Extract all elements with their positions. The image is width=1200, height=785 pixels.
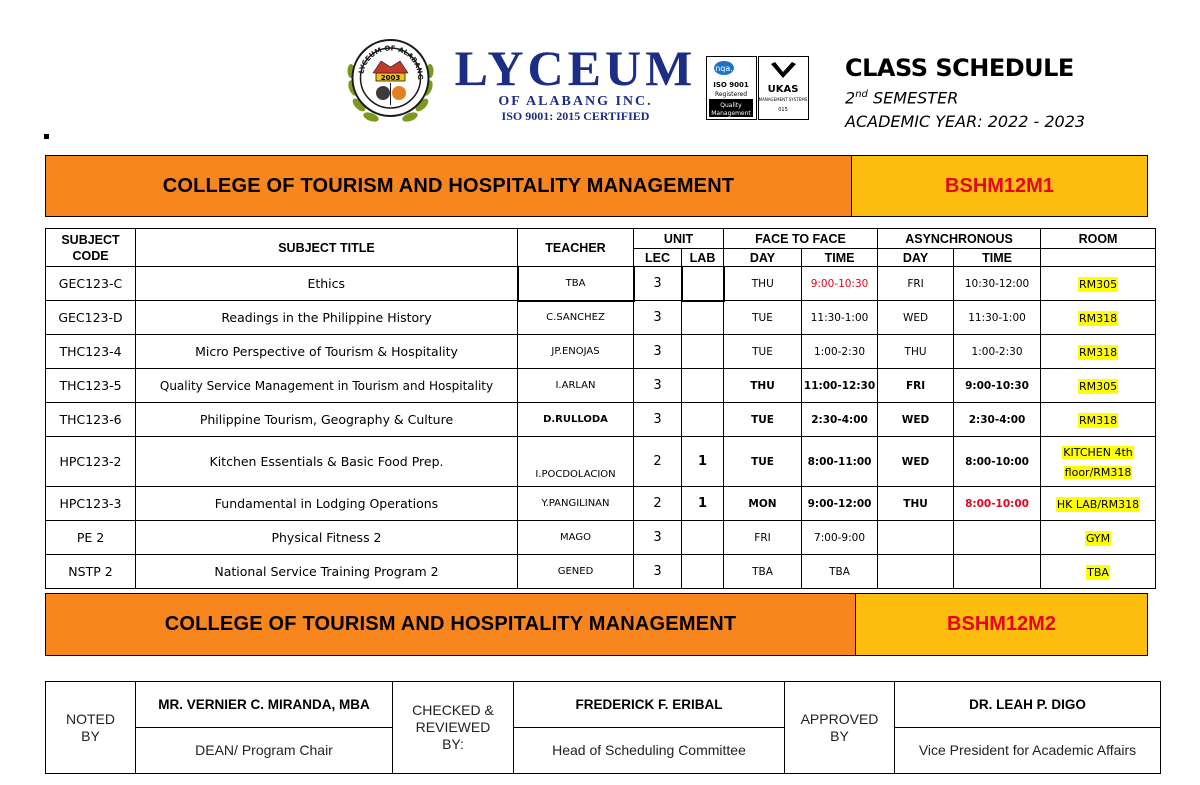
header-async-day: DAY (878, 249, 954, 267)
noted-by-name: MR. VERNIER C. MIRANDA, MBA (136, 682, 393, 728)
subject-title: Readings in the Philippine History (136, 301, 518, 335)
f2f-day: MON (724, 487, 802, 521)
f2f-day: TUE (724, 301, 802, 335)
room: TBA (1087, 565, 1109, 579)
teacher-name: MAGO (518, 521, 634, 555)
approved-by-title: Vice President for Academic Affairs (895, 728, 1161, 774)
room: RM305 (1078, 379, 1118, 393)
subject-code: GEC123-D (46, 301, 136, 335)
subject-code: THC123-6 (46, 403, 136, 437)
f2f-day: THU (724, 369, 802, 403)
noted-by-label: NOTED BY (46, 682, 136, 774)
room-cell (1041, 487, 1156, 521)
svg-text:ISO 9001: ISO 9001 (713, 81, 749, 89)
room-line-2: floor/RM318 (1064, 465, 1132, 479)
table-row (46, 403, 1156, 437)
async-day: FRI (878, 267, 954, 301)
table-row (46, 301, 1156, 335)
async-time: 10:30-12:00 (954, 267, 1041, 301)
async-time: 11:30-1:00 (954, 301, 1041, 335)
room-cell (1041, 403, 1156, 437)
f2f-day: TUE (724, 437, 802, 487)
lab-units (682, 301, 724, 335)
room-cell (1041, 301, 1156, 335)
approved-by-name: DR. LEAH P. DIGO (895, 682, 1161, 728)
subject-code: PE 2 (46, 521, 136, 555)
async-day: WED (878, 301, 954, 335)
room-cell (1041, 267, 1156, 301)
table-row (46, 335, 1156, 369)
room-cell (1041, 555, 1156, 589)
f2f-time: 9:00-10:30 (802, 267, 878, 301)
subject-code: THC123-5 (46, 369, 136, 403)
room-cell (1041, 369, 1156, 403)
room-cell (1041, 437, 1156, 487)
section-banner-1 (45, 155, 1148, 217)
lab-units (682, 555, 724, 589)
signature-block (45, 681, 1161, 774)
lab-units: 1 (682, 437, 724, 487)
f2f-time: 9:00-12:00 (802, 487, 878, 521)
header-f2f-day: DAY (724, 249, 802, 267)
semester-label: 2nd SEMESTER (845, 88, 959, 108)
header-subject-code: SUBJECT CODE (46, 229, 136, 267)
f2f-day: TBA (724, 555, 802, 589)
lab-units: 1 (682, 487, 724, 521)
header-room-blank (1041, 249, 1156, 267)
lab-units (682, 369, 724, 403)
header-unit: UNIT (634, 229, 724, 249)
subject-code: HPC123-2 (46, 437, 136, 487)
subject-title: Ethics (136, 267, 518, 301)
section-code: BSHM12M1 (852, 156, 1147, 216)
room: RM318 (1078, 345, 1118, 359)
f2f-time: 1:00-2:30 (802, 335, 878, 369)
async-time: 8:00-10:00 (954, 437, 1041, 487)
schedule-heading (845, 53, 1085, 134)
subject-title: National Service Training Program 2 (136, 555, 518, 589)
teacher-name: I.ARLAN (518, 369, 634, 403)
school-seal-logo (343, 33, 438, 128)
table-row (46, 487, 1156, 521)
noted-by-title: DEAN/ Program Chair (136, 728, 393, 774)
college-name: COLLEGE OF TOURISM AND HOSPITALITY MANAGEMENT (46, 156, 852, 216)
teacher-name: Y.PANGILINAN (518, 487, 634, 521)
header-asynchronous: ASYNCHRONOUS (878, 229, 1041, 249)
table-row (46, 267, 1156, 301)
async-time (954, 521, 1041, 555)
page-title: CLASS SCHEDULE (845, 54, 1074, 82)
async-day: WED (878, 437, 954, 487)
subject-title: Micro Perspective of Tourism & Hospitality (136, 335, 518, 369)
teacher-name: GENED (518, 555, 634, 589)
async-time (954, 555, 1041, 589)
f2f-time: 2:30-4:00 (802, 403, 878, 437)
room-cell (1041, 335, 1156, 369)
room: RM305 (1078, 277, 1118, 291)
college-name: COLLEGE OF TOURISM AND HOSPITALITY MANAGEMENT (46, 594, 856, 655)
header-teacher: TEACHER (518, 229, 634, 267)
section-banner-2 (45, 593, 1148, 656)
subject-title: Quality Service Management in Tourism and Hospitality (136, 369, 518, 403)
async-day: FRI (878, 369, 954, 403)
certification-badge (706, 56, 809, 120)
subject-code: THC123-4 (46, 335, 136, 369)
teacher-name: C.SANCHEZ (518, 301, 634, 335)
async-day: WED (878, 403, 954, 437)
svg-text:Management: Management (711, 110, 751, 117)
async-day: THU (878, 487, 954, 521)
async-time: 2:30-4:00 (954, 403, 1041, 437)
lec-units: 3 (634, 369, 682, 403)
header-lab: LAB (682, 249, 724, 267)
table-row (46, 521, 1156, 555)
school-name: LYCEUM (454, 40, 697, 96)
subject-title: Fundamental in Lodging Operations (136, 487, 518, 521)
f2f-time: 7:00-9:00 (802, 521, 878, 555)
svg-text:LYCEUM OF ALABANG: LYCEUM OF ALABANG (357, 44, 425, 80)
async-day (878, 521, 954, 555)
room-cell (1041, 521, 1156, 555)
async-day: THU (878, 335, 954, 369)
teacher-name: TBA (518, 267, 634, 301)
header-f2f-time: TIME (802, 249, 878, 267)
f2f-day: THU (724, 267, 802, 301)
lec-units: 3 (634, 521, 682, 555)
checked-by-name: FREDERICK F. ERIBAL (514, 682, 785, 728)
bullet-marker (44, 134, 49, 139)
header-lec: LEC (634, 249, 682, 267)
lab-units (682, 403, 724, 437)
svg-text:2003: 2003 (380, 74, 401, 82)
f2f-day: TUE (724, 335, 802, 369)
lec-units: 3 (634, 267, 682, 301)
lec-units: 3 (634, 335, 682, 369)
lec-units: 3 (634, 555, 682, 589)
academic-year-label: ACADEMIC YEAR: 2022 - 2023 (845, 112, 1086, 132)
teacher-name: D.RULLODA (518, 403, 634, 437)
svg-text:015: 015 (778, 107, 788, 113)
checked-by-label: CHECKED & REVIEWED BY: (393, 682, 514, 774)
lec-units: 3 (634, 301, 682, 335)
lab-units (682, 335, 724, 369)
lab-units (682, 521, 724, 555)
subject-title: Physical Fitness 2 (136, 521, 518, 555)
svg-text:nqa.: nqa. (715, 64, 733, 73)
f2f-day: FRI (724, 521, 802, 555)
svg-text:MANAGEMENT SYSTEMS: MANAGEMENT SYSTEMS (758, 97, 808, 102)
lec-units: 3 (634, 403, 682, 437)
teacher-name: I.POCDOLACION (518, 437, 634, 487)
f2f-time: TBA (802, 555, 878, 589)
f2f-time: 11:30-1:00 (802, 301, 878, 335)
school-subname: OF ALABANG INC. (498, 94, 653, 109)
header-subject-title: SUBJECT TITLE (136, 229, 518, 267)
table-row (46, 555, 1156, 589)
f2f-day: TUE (724, 403, 802, 437)
svg-text:UKAS: UKAS (767, 84, 799, 95)
header-async-time: TIME (954, 249, 1041, 267)
room: HK LAB/RM318 (1056, 497, 1140, 511)
async-time: 9:00-10:30 (954, 369, 1041, 403)
subject-title: Kitchen Essentials & Basic Food Prep. (136, 437, 518, 487)
f2f-time: 8:00-11:00 (802, 437, 878, 487)
room: GYM (1085, 531, 1111, 545)
lab-units (682, 267, 724, 301)
lec-units: 2 (634, 437, 682, 487)
header-room: ROOM (1041, 229, 1156, 249)
room: RM318 (1078, 311, 1118, 325)
table-row (46, 437, 1156, 487)
lec-units: 2 (634, 487, 682, 521)
checked-by-title: Head of Scheduling Committee (514, 728, 785, 774)
svg-text:Registered: Registered (714, 91, 748, 98)
school-wordmark (448, 42, 703, 123)
approved-by-label: APPROVED BY (785, 682, 895, 774)
f2f-time: 11:00-12:30 (802, 369, 878, 403)
async-time: 1:00-2:30 (954, 335, 1041, 369)
svg-text:Quality: Quality (720, 102, 742, 109)
room: RM318 (1078, 413, 1118, 427)
header-face-to-face: FACE TO FACE (724, 229, 878, 249)
async-day (878, 555, 954, 589)
subject-code: GEC123-C (46, 267, 136, 301)
subject-code: HPC123-3 (46, 487, 136, 521)
section-code: BSHM12M2 (856, 594, 1147, 655)
subject-title: Philippine Tourism, Geography & Culture (136, 403, 518, 437)
iso-certified-text: ISO 9001: 2015 CERTIFIED (501, 109, 650, 123)
room-line-1: KITCHEN 4th (1063, 445, 1133, 459)
async-time: 8:00-10:00 (954, 487, 1041, 521)
subject-code: NSTP 2 (46, 555, 136, 589)
teacher-name: JP.ENOJAS (518, 335, 634, 369)
schedule-table (45, 228, 1156, 589)
table-row (46, 369, 1156, 403)
